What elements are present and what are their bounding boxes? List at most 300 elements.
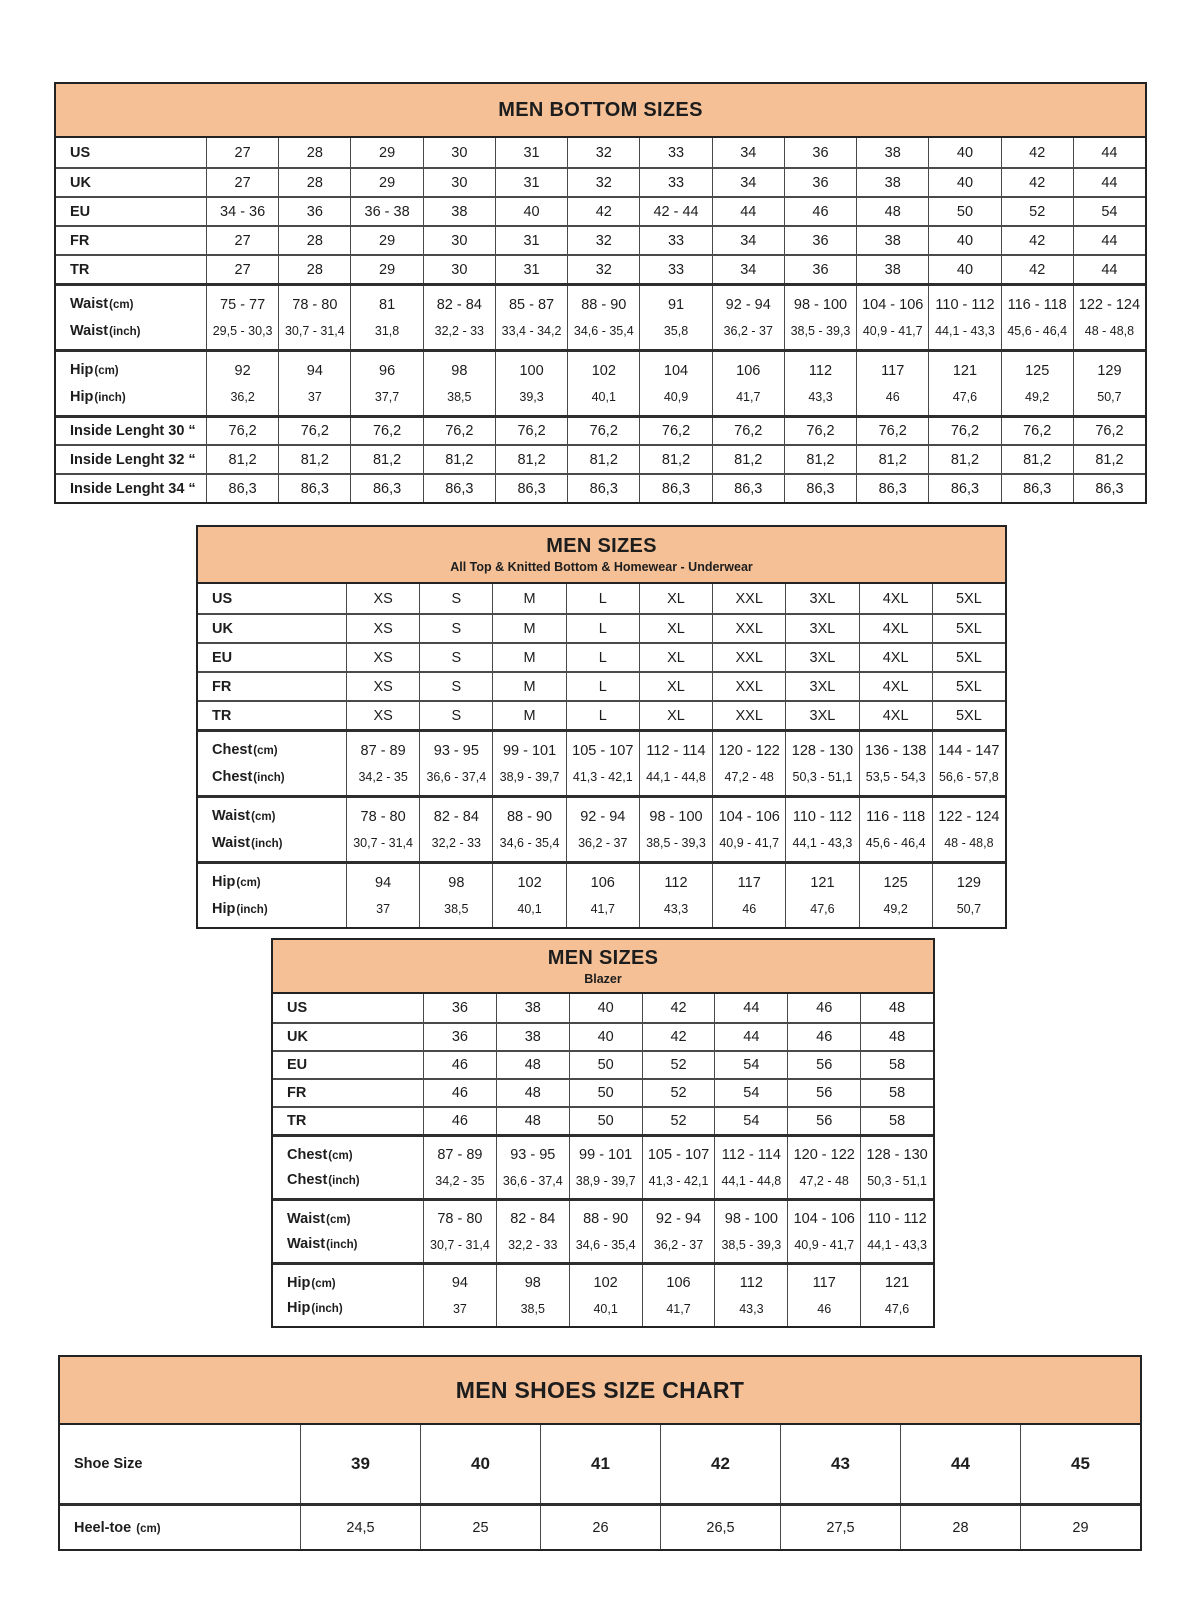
table-cell: 116 - 118 45,6 - 46,4 [859,798,932,861]
table-cell: 42 [642,994,715,1022]
table-cell: 42 [567,198,639,225]
table-cell: 98 - 100 38,5 - 39,3 [784,286,856,349]
table-cell: 38 [856,138,928,167]
table-header-band [273,940,933,994]
table-cell: XS [346,615,419,642]
table-cell: 24,5 [300,1506,420,1549]
table-cell: S [419,644,492,671]
table-cell: 56 [787,1080,860,1106]
table-cell: 44 [712,198,784,225]
table-body [60,1425,1140,1549]
table-cell: 128 - 130 50,3 - 51,1 [860,1137,933,1198]
table-cell: 92 - 94 36,2 - 37 [566,798,639,861]
table-cell: 5XL [932,702,1005,729]
table-row [198,795,1005,861]
table-cell: 98 - 100 38,5 - 39,3 [714,1201,787,1262]
table-cell: 96 37,7 [350,352,422,415]
table-row [198,613,1005,642]
table-cell: 48 [860,1024,933,1050]
table-cell: 86,3 [350,475,422,502]
table-cell: 28 [278,169,350,196]
table-row [60,1503,1140,1549]
table-cell: 81,2 [928,446,1000,473]
table-cell: 76,2 [567,418,639,444]
table-cell: 52 [1001,198,1073,225]
table-subtitle: Blazer [584,971,622,986]
table-cell: 36 - 38 [350,198,422,225]
row-label: Shoe Size [74,1456,143,1472]
table-cell: 102 40,1 [569,1265,642,1326]
table-cell: 94 37 [278,352,350,415]
table-cell: XS [346,584,419,613]
table-cell: 27 [206,169,278,196]
table-cell: 38 [856,256,928,283]
table-cell: 5XL [932,644,1005,671]
table-cell: 42 [1001,169,1073,196]
table-cell: 5XL [932,584,1005,613]
table-row [198,642,1005,671]
table-cell: 129 50,7 [932,864,1005,927]
table-cell: 36 [784,138,856,167]
row-label: FR [287,1085,307,1101]
table-cell: 30 [423,138,495,167]
row-label: EU [287,1057,308,1073]
table-cell: 40 [928,169,1000,196]
table-row [198,700,1005,729]
table-row [273,994,933,1022]
men-shoes-size-chart-table [58,1355,1142,1551]
table-cell: 86,3 [856,475,928,502]
table-cell: 112 - 114 44,1 - 44,8 [639,732,712,795]
table-cell: 110 - 112 44,1 - 43,3 [785,798,858,861]
table-cell: S [419,673,492,700]
table-row [56,138,1145,167]
table-cell: XS [346,673,419,700]
table-cell: 86,3 [928,475,1000,502]
table-cell: 76,2 [928,418,1000,444]
table-cell: 29 [1020,1506,1140,1549]
row-label: Hip (cm) Hip (inch) [70,362,126,405]
table-cell: S [419,615,492,642]
table-cell: 58 [860,1080,933,1106]
table-cell: 33 [639,138,711,167]
table-cell: M [492,644,565,671]
table-cell: 4XL [859,644,932,671]
table-cell: 42 [1001,227,1073,254]
table-cell: 78 - 80 30,7 - 31,4 [423,1201,496,1262]
table-cell: 82 - 84 32,2 - 33 [496,1201,569,1262]
table-cell: 86,3 [1073,475,1145,502]
table-cell: 33 [639,169,711,196]
table-cell: XL [639,615,712,642]
table-cell: 31 [495,138,567,167]
table-cell: 32 [567,169,639,196]
row-label: Waist (cm) Waist (inch) [212,808,283,851]
table-row [56,349,1145,415]
table-cell: 92 - 94 36,2 - 37 [642,1201,715,1262]
table-cell: XXL [712,673,785,700]
table-cell: 29 [350,169,422,196]
table-cell: 34 [712,138,784,167]
table-cell: L [566,673,639,700]
row-label: EU [212,649,233,666]
table-cell: 52 [642,1080,715,1106]
table-cell: S [419,702,492,729]
table-cell: 31 [495,169,567,196]
table-cell: 50 [569,1052,642,1078]
table-cell: 112 - 114 44,1 - 44,8 [714,1137,787,1198]
table-cell: 28 [278,227,350,254]
table-cell: M [492,584,565,613]
row-label: Chest (cm) Chest (inch) [287,1146,360,1189]
table-row [198,729,1005,795]
table-cell: 52 [642,1052,715,1078]
table-cell: 102 40,1 [567,352,639,415]
table-cell: 92 - 94 36,2 - 37 [712,286,784,349]
table-cell: 4XL [859,673,932,700]
table-cell: 44 [1073,138,1145,167]
table-cell: 81,2 [495,446,567,473]
row-label: Waist (cm) Waist (inch) [287,1210,358,1253]
table-cell: 26,5 [660,1506,780,1549]
table-cell: 76,2 [278,418,350,444]
table-cell: L [566,584,639,613]
table-cell: 40 [495,198,567,225]
men-bottom-sizes-table [54,82,1147,504]
row-label: TR [212,707,232,724]
table-cell: 42 [1001,256,1073,283]
table-cell: 99 - 101 38,9 - 39,7 [492,732,565,795]
table-cell: 100 39,3 [495,352,567,415]
table-cell: 30 [423,227,495,254]
table-row [60,1425,1140,1503]
table-cell: 46 [423,1080,496,1106]
table-cell: 32 [567,138,639,167]
table-cell: 81,2 [423,446,495,473]
table-body [273,994,933,1326]
table-cell: 81,2 [784,446,856,473]
table-cell: 104 - 106 40,9 - 41,7 [856,286,928,349]
table-header-band [60,1357,1140,1425]
table-row [56,415,1145,444]
table-cell: 30 [423,169,495,196]
table-cell: 75 - 77 29,5 - 30,3 [206,286,278,349]
table-cell: 4XL [859,702,932,729]
table-cell: 27,5 [780,1506,900,1549]
table-cell: 56 [787,1108,860,1134]
table-cell: 5XL [932,673,1005,700]
table-cell: 76,2 [1001,418,1073,444]
table-cell: 98 - 100 38,5 - 39,3 [639,798,712,861]
table-cell: 33 [639,256,711,283]
table-cell: 81,2 [567,446,639,473]
table-cell: XXL [712,584,785,613]
table-cell: 87 - 89 34,2 - 35 [423,1137,496,1198]
table-cell: 27 [206,227,278,254]
table-cell: 94 37 [346,864,419,927]
table-cell: 36 [423,1024,496,1050]
table-cell: 122 - 124 48 - 48,8 [1073,286,1145,349]
table-cell: 88 - 90 34,6 - 35,4 [567,286,639,349]
table-cell: 86,3 [495,475,567,502]
table-cell: 94 37 [423,1265,496,1326]
table-cell: 92 36,2 [206,352,278,415]
table-row [56,254,1145,283]
table-cell: 87 - 89 34,2 - 35 [346,732,419,795]
table-cell: 88 - 90 34,6 - 35,4 [492,798,565,861]
table-cell: 5XL [932,615,1005,642]
table-cell: 106 41,7 [566,864,639,927]
table-body [56,138,1145,502]
table-cell: 112 43,3 [784,352,856,415]
table-cell: 46 [423,1108,496,1134]
table-cell: M [492,702,565,729]
table-cell: 46 [423,1052,496,1078]
table-cell: 52 [642,1108,715,1134]
table-cell: 116 - 118 45,6 - 46,4 [1001,286,1073,349]
row-label: Inside Lenght 32 “ [70,451,196,468]
table-cell: 44 [714,994,787,1022]
table-cell: 44 [714,1024,787,1050]
table-cell: 78 - 80 30,7 - 31,4 [278,286,350,349]
table-cell: 42 [1001,138,1073,167]
table-cell: XL [639,644,712,671]
table-cell: 120 - 122 47,2 - 48 [712,732,785,795]
table-cell: 34 [712,256,784,283]
table-cell: 98 38,5 [423,352,495,415]
table-cell: 3XL [785,584,858,613]
table-cell: 104 - 106 40,9 - 41,7 [787,1201,860,1262]
row-label: FR [70,232,90,249]
table-row [56,196,1145,225]
table-subtitle: All Top & Knitted Bottom & Homewear - Underwear [450,560,753,574]
table-cell: 38 [423,198,495,225]
row-label: Hip (cm) Hip (inch) [287,1274,343,1317]
table-cell: 4XL [859,584,932,613]
table-cell: 86,3 [639,475,711,502]
table-cell: 33 [639,227,711,254]
table-cell: 25 [420,1506,540,1549]
table-cell: 104 40,9 [639,352,711,415]
table-cell: 117 46 [856,352,928,415]
table-cell: 110 - 112 44,1 - 43,3 [928,286,1000,349]
table-title: MEN BOTTOM SIZES [498,98,703,121]
table-cell: 76,2 [784,418,856,444]
table-row [198,861,1005,927]
table-cell: 128 - 130 50,3 - 51,1 [785,732,858,795]
table-cell: 26 [540,1506,660,1549]
table-cell: 104 - 106 40,9 - 41,7 [712,798,785,861]
table-cell: 86,3 [206,475,278,502]
table-row [198,671,1005,700]
table-cell: 29 [350,256,422,283]
table-cell: 76,2 [712,418,784,444]
table-row [56,444,1145,473]
table-cell: 38 [856,169,928,196]
table-cell: 27 [206,138,278,167]
table-row [198,584,1005,613]
table-cell: 34 [712,227,784,254]
table-cell: 36 [278,198,350,225]
table-row [273,1106,933,1134]
table-cell: 30 [423,256,495,283]
table-cell: 3XL [785,702,858,729]
table-cell: 82 - 84 32,2 - 33 [419,798,492,861]
table-cell: 81,2 [206,446,278,473]
table-cell: 44 [1073,227,1145,254]
row-label: UK [70,174,91,191]
table-cell: 28 [900,1506,1020,1549]
table-cell: 32 [567,256,639,283]
table-cell: 93 - 95 36,6 - 37,4 [496,1137,569,1198]
table-row [273,1134,933,1198]
table-row [273,1262,933,1326]
table-cell: 46 [787,1024,860,1050]
table-cell: 120 - 122 47,2 - 48 [787,1137,860,1198]
table-cell: 91 35,8 [639,286,711,349]
table-cell: 43 [780,1425,900,1503]
table-title: MEN SIZES [546,535,657,557]
table-cell: 86,3 [712,475,784,502]
table-cell: 122 - 124 48 - 48,8 [932,798,1005,861]
table-header-band [56,84,1145,138]
table-cell: 40 [928,227,1000,254]
table-cell: XXL [712,615,785,642]
table-cell: 28 [278,138,350,167]
table-cell: L [566,615,639,642]
table-cell: 81,2 [712,446,784,473]
table-cell: 86,3 [278,475,350,502]
table-cell: 48 [496,1080,569,1106]
table-cell: 40 [420,1425,540,1503]
row-label: UK [287,1029,308,1045]
table-cell: 81,2 [856,446,928,473]
row-label: UK [212,620,233,637]
table-cell: 44 [1073,169,1145,196]
row-label: Chest (cm) Chest (inch) [212,742,285,785]
table-cell: 106 41,7 [642,1265,715,1326]
row-label: TR [287,1113,307,1129]
row-label: Hip (cm) Hip (inch) [212,874,268,917]
table-cell: XS [346,644,419,671]
table-cell: 50 [569,1080,642,1106]
table-cell: XL [639,702,712,729]
table-cell: XL [639,673,712,700]
row-label: US [212,590,233,607]
table-cell: 31 [495,256,567,283]
table-cell: 38 [496,1024,569,1050]
table-cell: 76,2 [1073,418,1145,444]
table-cell: 76,2 [423,418,495,444]
table-cell: 50 [569,1108,642,1134]
table-cell: 48 [496,1052,569,1078]
table-cell: 117 46 [787,1265,860,1326]
table-cell: 88 - 90 34,6 - 35,4 [569,1201,642,1262]
table-cell: 144 - 147 56,6 - 57,8 [932,732,1005,795]
table-cell: 76,2 [206,418,278,444]
row-label: EU [70,203,91,220]
table-cell: S [419,584,492,613]
table-row [56,167,1145,196]
table-cell: 93 - 95 36,6 - 37,4 [419,732,492,795]
table-cell: 86,3 [1001,475,1073,502]
table-row [56,283,1145,349]
table-cell: 3XL [785,644,858,671]
table-cell: 112 43,3 [714,1265,787,1326]
table-cell: 110 - 112 44,1 - 43,3 [860,1201,933,1262]
row-label: US [70,144,91,161]
table-cell: 86,3 [423,475,495,502]
table-cell: 36 [784,227,856,254]
table-cell: 50 [928,198,1000,225]
table-row [273,1050,933,1078]
table-cell: 117 46 [712,864,785,927]
table-cell: 42 [660,1425,780,1503]
table-cell: 106 41,7 [712,352,784,415]
row-label: Waist (cm) Waist (inch) [70,296,141,339]
table-cell: 44 [1073,256,1145,283]
table-cell: 81,2 [639,446,711,473]
table-cell: L [566,644,639,671]
table-cell: 29 [350,138,422,167]
table-cell: 44 [900,1425,1020,1503]
table-cell: 39 [300,1425,420,1503]
row-label: Heel-toe (cm) [74,1519,161,1536]
table-cell: 45 [1020,1425,1140,1503]
table-cell: 54 [1073,198,1145,225]
table-cell: 112 43,3 [639,864,712,927]
table-cell: 121 47,6 [928,352,1000,415]
table-cell: 38 [496,994,569,1022]
table-cell: 54 [714,1080,787,1106]
table-cell: 125 49,2 [1001,352,1073,415]
table-cell: 129 50,7 [1073,352,1145,415]
table-cell: 58 [860,1052,933,1078]
table-cell: 86,3 [567,475,639,502]
row-label: TR [70,261,90,278]
table-row [273,1022,933,1050]
table-cell: 40 [928,256,1000,283]
table-cell: 81,2 [1001,446,1073,473]
table-cell: 29 [350,227,422,254]
table-cell: XXL [712,644,785,671]
table-cell: 48 [860,994,933,1022]
table-cell: 32 [567,227,639,254]
table-body [198,584,1005,927]
table-cell: 76,2 [350,418,422,444]
table-cell: 27 [206,256,278,283]
table-cell: 54 [714,1108,787,1134]
table-row [56,473,1145,502]
table-cell: 56 [787,1052,860,1078]
table-cell: M [492,615,565,642]
table-row [273,1198,933,1262]
table-cell: 3XL [785,615,858,642]
table-cell: 76,2 [495,418,567,444]
table-cell: XS [346,702,419,729]
table-cell: M [492,673,565,700]
men-sizes-tops-table [196,525,1007,929]
table-cell: 46 [787,994,860,1022]
row-label: US [287,1000,308,1016]
table-cell: 99 - 101 38,9 - 39,7 [569,1137,642,1198]
table-cell: 31 [495,227,567,254]
table-cell: 34 - 36 [206,198,278,225]
table-cell: 58 [860,1108,933,1134]
table-cell: L [566,702,639,729]
table-row [273,1078,933,1106]
table-cell: 102 40,1 [492,864,565,927]
